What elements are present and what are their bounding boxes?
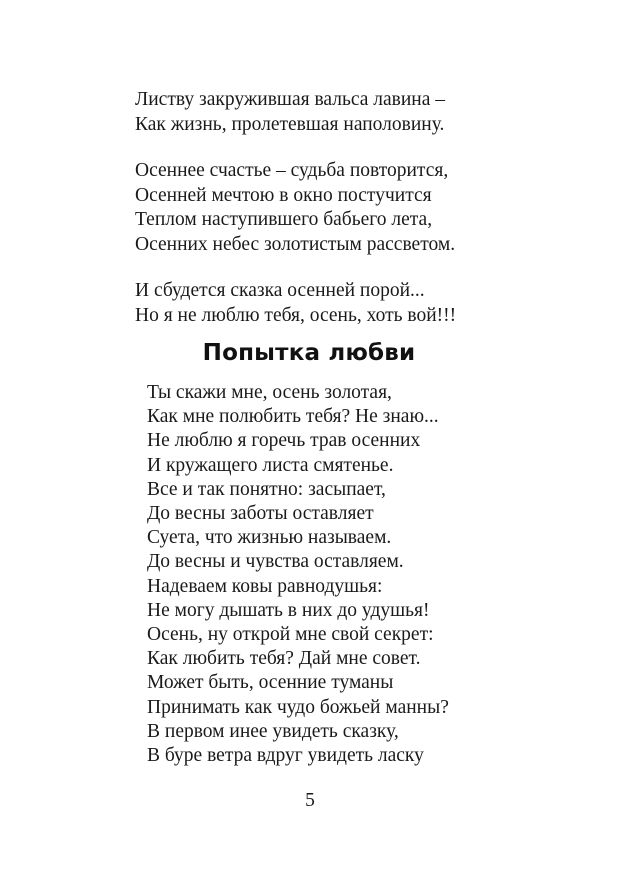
poem-line: Не могу дышать в них до удушья!	[147, 599, 430, 621]
poem-line: И кружащего листа смятенье.	[147, 454, 394, 476]
poem-line: Может быть, осенние туманы	[147, 672, 394, 694]
page-number: 5	[305, 790, 315, 811]
poem-line: В буре ветра вдруг увидеть ласку	[147, 745, 424, 767]
poem-line: Ты скажи мне, осень золотая,	[147, 382, 392, 403]
stanza-1	[135, 88, 445, 137]
poem-line: Осенней мечтою в окно постучится	[135, 184, 432, 206]
poem-line: Все и так понятно: засыпает,	[147, 478, 386, 500]
poem-title-heading	[0, 340, 638, 366]
poem-line: Но я не люблю тебя, осень, хоть вой!!!	[135, 304, 457, 326]
poem-line: Не люблю я горечь трав осенних	[147, 430, 421, 452]
stanza-2	[135, 159, 455, 257]
poem-line: Теплом наступившего бабьего лета,	[135, 209, 433, 230]
poem-line: И сбудется сказка осенней порой...	[135, 280, 425, 301]
poem-body	[147, 381, 449, 768]
poem-line: Осеннее счастье – судьба повторится,	[135, 160, 449, 181]
poem-line: Листву закружившая вальса лавина –	[135, 89, 446, 110]
poem-line: Как жизнь, пролетевшая наполовину.	[135, 113, 445, 135]
stanza-3	[135, 279, 456, 328]
poem-line: Осень, ну открой мне свой секрет:	[147, 624, 434, 646]
poem-title: Попытка любви	[202, 340, 416, 366]
poem-line: Осенних небес золотистым рассветом.	[135, 233, 456, 255]
poem-line: Как мне полюбить тебя? Не знаю...	[147, 406, 439, 428]
poem-line: Надеваем ковы равнодушья:	[147, 575, 383, 597]
poem-line: Суета, что жизнью называем.	[147, 527, 392, 549]
poem-line: До весны и чувства оставляем.	[147, 551, 404, 573]
poem-line: До весны заботы оставляет	[147, 503, 374, 525]
poem-line: Как любить тебя? Дай мне совет.	[147, 648, 421, 670]
poem-line: Принимать как чудо божьей манны?	[147, 696, 449, 718]
page-number-container	[0, 790, 638, 812]
poem-line: В первом инее увидеть сказку,	[147, 720, 399, 742]
